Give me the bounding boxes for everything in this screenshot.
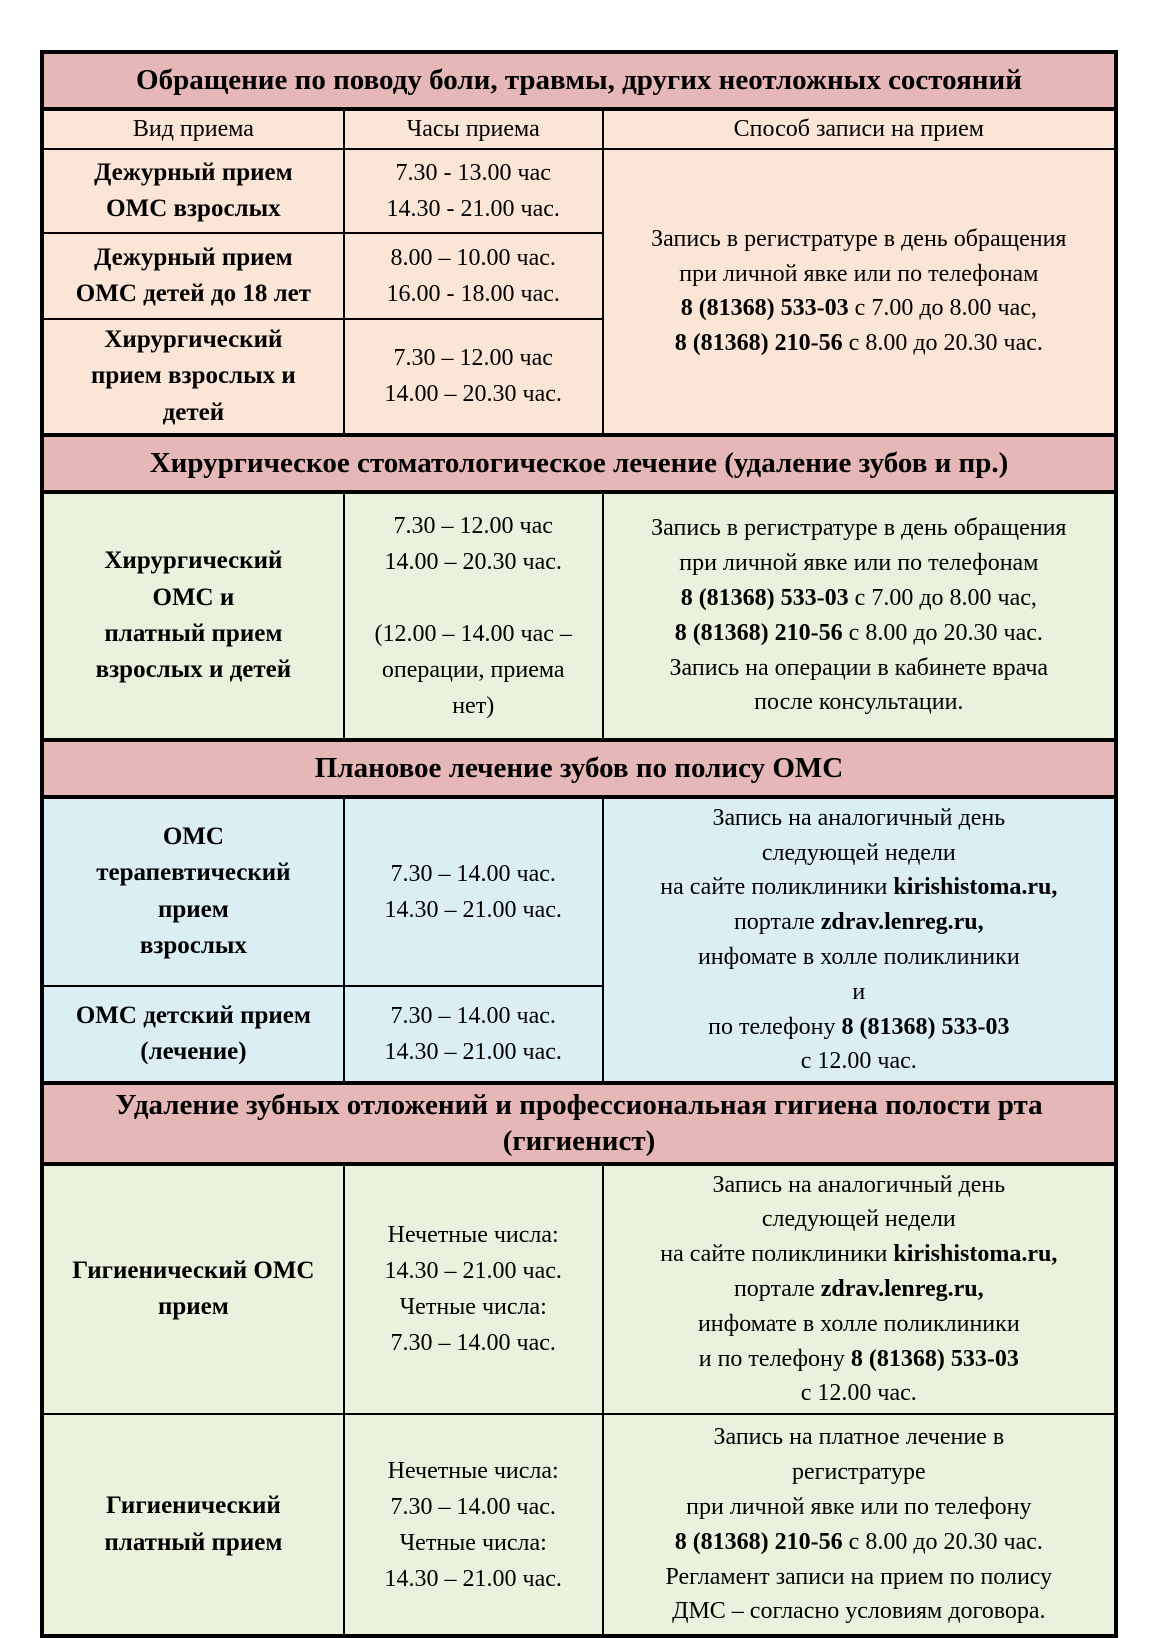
row-duty-oms-adults: [42, 149, 1116, 233]
type-cell-oms-children-treatment: ОМС детский прием (лечение): [42, 986, 344, 1084]
type-cell-surgical-reception: Хирургический прием взрослых и детей: [42, 319, 344, 435]
section-title-emergency: Обращение по поводу боли, травмы, других неотложных состояний: [42, 52, 1116, 109]
booking-cell-planned-oms: Запись на аналогичный день следующей недели на сайте поликлиники kirishistoma.ru, портале zdrav.lenreg.ru, инфомате в холле поликлиники и по телефону 8 (81368) 533-03 с 12.00 час.: [603, 797, 1116, 1083]
hours-cell-duty-oms-children: 8.00 – 10.00 час. 16.00 - 18.00 час.: [344, 233, 603, 319]
row-hygienic-oms: [42, 1164, 1116, 1415]
type-cell-duty-oms-adults: Дежурный прием ОМС взрослых: [42, 149, 344, 233]
type-cell-hygienic-paid: Гигиенический платный прием: [42, 1414, 344, 1636]
hours-cell-surgical-reception: 7.30 – 12.00 час 14.00 – 20.30 час.: [344, 319, 603, 435]
section-title-hygiene: Удаление зубных отложений и профессиональная гигиена полости рта (гигиенист): [42, 1083, 1116, 1164]
type-cell-hygienic-oms: Гигиенический ОМС прием: [42, 1164, 344, 1415]
row-oms-therapeutic-adults: [42, 797, 1116, 986]
booking-cell-hygienic-paid: Запись на платное лечение в регистратуре при личной явке или по телефону 8 (81368) 210-56 с 8.00 до 20.30 час. Регламент записи на прием по полису ДМС – согласно условиям договора.: [603, 1414, 1116, 1636]
row-hygienic-paid: [42, 1414, 1116, 1636]
schedule-table: [40, 50, 1118, 1638]
booking-cell-emergency: Запись в регистратуре в день обращения при личной явке или по телефонам 8 (81368) 533-03 с 7.00 до 8.00 час, 8 (81368) 210-56 с 8.00 до 20.30 час.: [603, 149, 1116, 435]
col-header-type: Вид приема: [42, 109, 344, 149]
hours-cell-oms-therapeutic-adults: 7.30 – 14.00 час. 14.30 – 21.00 час.: [344, 797, 603, 986]
section-title-surgical: Хирургическое стоматологическое лечение (удаление зубов и пр.): [42, 435, 1116, 492]
col-header-hours: Часы приема: [344, 109, 603, 149]
row-surgical-oms-paid: [42, 492, 1116, 740]
booking-cell-surgical: Запись в регистратуре в день обращения при личной явке или по телефонам 8 (81368) 533-03 с 7.00 до 8.00 час, 8 (81368) 210-56 с 8.00 до 20.30 час. Запись на операции в кабинете врача после консультации.: [603, 492, 1116, 740]
hours-cell-oms-children-treatment: 7.30 – 14.00 час. 14.30 – 21.00 час.: [344, 986, 603, 1084]
hours-cell-surgical-oms-paid: 7.30 – 12.00 час 14.00 – 20.30 час. (12.00 – 14.00 час – операции, приема нет): [344, 492, 603, 740]
type-cell-duty-oms-children: Дежурный прием ОМС детей до 18 лет: [42, 233, 344, 319]
type-cell-oms-therapeutic-adults: ОМС терапевтический прием взрослых: [42, 797, 344, 986]
hours-cell-hygienic-oms: Нечетные числа: 14.30 – 21.00 час. Четные числа: 7.30 – 14.00 час.: [344, 1164, 603, 1415]
section-title-planned-oms: Плановое лечение зубов по полису ОМС: [42, 740, 1116, 797]
col-header-booking: Способ записи на прием: [603, 109, 1116, 149]
hours-cell-duty-oms-adults: 7.30 - 13.00 час 14.30 - 21.00 час.: [344, 149, 603, 233]
hours-cell-hygienic-paid: Нечетные числа: 7.30 – 14.00 час. Четные числа: 14.30 – 21.00 час.: [344, 1414, 603, 1636]
booking-cell-hygienic-oms: Запись на аналогичный день следующей недели на сайте поликлиники kirishistoma.ru, портале zdrav.lenreg.ru, инфомате в холле поликлиники и по телефону 8 (81368) 533-03 с 12.00 час.: [603, 1164, 1116, 1415]
type-cell-surgical-oms-paid: Хирургический ОМС и платный прием взрослых и детей: [42, 492, 344, 740]
